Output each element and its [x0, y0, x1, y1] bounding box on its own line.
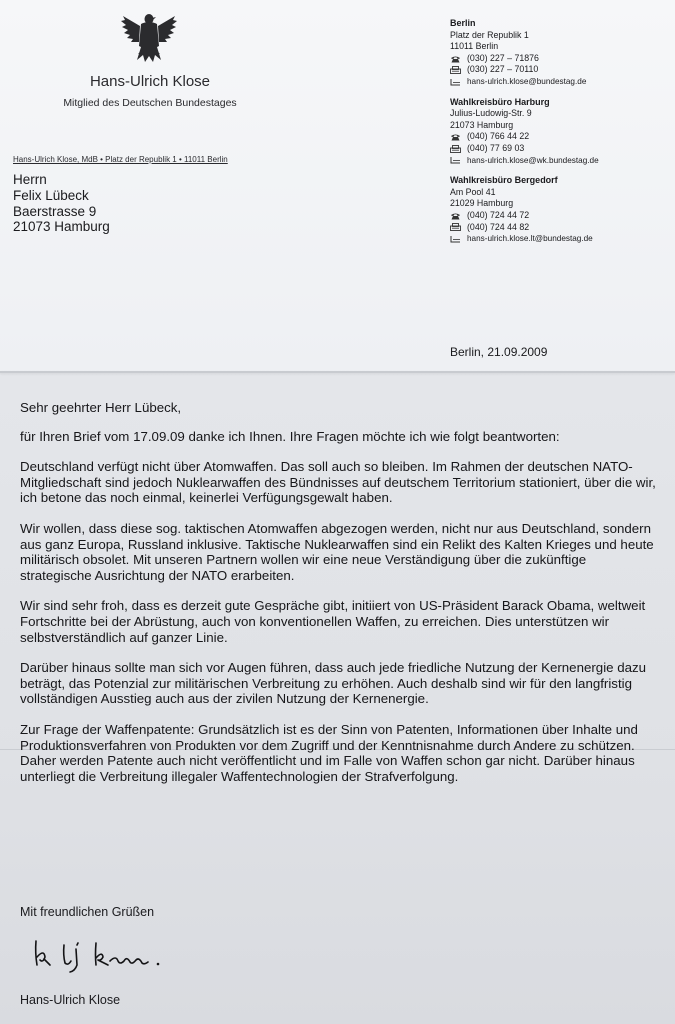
- office-phone-number: (040) 766 44 22: [467, 131, 530, 142]
- office-heading: Berlin: [450, 18, 476, 28]
- phone-icon: [450, 212, 461, 220]
- office-email-address: hans-ulrich.klose@wk.bundestag.de: [467, 155, 599, 165]
- office-fax-number: (030) 227 – 70110: [467, 64, 539, 75]
- letter-date: Berlin, 21.09.2009: [450, 345, 548, 359]
- paper-fold-line: [0, 371, 675, 373]
- office-block: [450, 18, 665, 88]
- recipient-address: [13, 172, 110, 235]
- recipient-name: Felix Lübeck: [13, 187, 89, 203]
- office-street: Am Pool 41: [450, 186, 496, 197]
- office-fax: [450, 143, 665, 155]
- email-icon: [450, 78, 461, 86]
- recipient-street: Baerstrasse 9: [13, 203, 97, 219]
- body-paragraph: Zur Frage der Waffenpatente: Grundsätzlich ist es der Sinn von Patenten, Informationen über Inhalte und Produktionsverfahren von Produkten vor dem Zugriff und der Kenntnisnahme durch Andere zu schützen. Daher werden Patente auch nicht veröffentlicht und im Falle von Waffen schon gar nicht. Darüber hinaus unterliegt die Verbreitung illegaler Waffentechnologien der Strafverfolgung.: [20, 721, 638, 784]
- office-phone-number: (030) 227 – 71876: [467, 52, 539, 63]
- body-paragraph: für Ihren Brief vom 17.09.09 danke ich Ihnen. Ihre Fragen möchte ich wie folgt beantworten:: [20, 428, 560, 444]
- email-icon: [450, 235, 461, 243]
- phone-icon: [450, 55, 461, 63]
- body-paragraph: Darüber hinaus sollte man sich vor Augen führen, dass auch jede friedliche Nutzung der Kernenergie dazu beträgt, das Potenzial zur militärischen Verbreitung zu erhöhen. Auch deshalb sind wir für den langfristig vollständigen Ausstieg auch aus der zivilen Nutzung der Kernenergie.: [20, 660, 647, 707]
- letter-body: [20, 400, 660, 799]
- fax-icon: [450, 145, 461, 153]
- office-email: [450, 76, 665, 88]
- email-icon: [450, 156, 461, 164]
- office-heading: Wahlkreisbüro Bergedorf: [450, 175, 558, 186]
- office-city: 21029 Hamburg: [450, 198, 514, 209]
- return-address-line: Hans-Ulrich Klose, MdB • Platz der Republik 1 • 11011 Berlin: [13, 155, 228, 164]
- office-street: Platz der Republik 1: [450, 29, 529, 40]
- recipient-salutation-line: Herrn: [13, 172, 47, 187]
- office-fax: [450, 64, 665, 76]
- fax-icon: [450, 223, 461, 231]
- office-email: [450, 233, 665, 245]
- signatory-name: Hans-Ulrich Klose: [20, 993, 121, 1007]
- fax-icon: [450, 66, 461, 74]
- office-block: [450, 97, 665, 167]
- office-phone: [450, 210, 665, 222]
- office-block: [450, 175, 665, 245]
- office-phone-number: (040) 724 44 72: [467, 209, 530, 220]
- sender-name: Hans-Ulrich Klose: [89, 73, 211, 90]
- handwritten-signature: [30, 935, 190, 975]
- office-email-address: hans-ulrich.klose.lt@bundestag.de: [467, 234, 593, 244]
- office-street: Julius-Ludowig-Str. 9: [450, 108, 532, 119]
- office-phone: [450, 131, 665, 143]
- sender-title: Mitglied des Deutschen Bundestages: [63, 97, 237, 109]
- office-fax-number: (040) 724 44 82: [467, 221, 530, 232]
- body-paragraph: Wir wollen, dass diese sog. taktischen Atomwaffen abgezogen werden, nicht nur aus Deutschland, sondern aus ganz Europa, Russland inklusive. Taktische Nuklearwaffen sind ein Relikt des Kalten Krieges und heute militärisch obsolet. Mit unseren Partnern wollen wir eine neue Verständigung über die zukünftige strategische Ausrichtung der NATO erarbeiten.: [20, 520, 654, 583]
- office-email: [450, 155, 665, 167]
- office-phone: [450, 53, 665, 65]
- body-paragraph: Deutschland verfügt nicht über Atomwaffen. Das soll auch so bleiben. Im Rahmen der deutschen NATO-Mitgliedschaft sind jedoch Nuklearwaffen des Bündnisses auf deutschem Territorium stationiert, über die wir, ich betone das noch einmal, keinerlei Verfügungsgewalt haben.: [20, 459, 656, 506]
- office-fax: [450, 222, 665, 234]
- office-email-address: hans-ulrich.klose@bundestag.de: [467, 76, 587, 86]
- body-paragraph: Wir sind sehr froh, dass es derzeit gute Gespräche gibt, initiiert von US-Präsident Barack Obama, weltweit Fortschritte bei der Abrüstung, auch von konventionellen Waffen, zu erreichen. Dies unterstützen wir selbstverständlich auf ganzer Linie.: [20, 598, 646, 645]
- office-contacts: [450, 18, 665, 254]
- recipient-city: 21073 Hamburg: [13, 219, 110, 235]
- office-heading: Wahlkreisbüro Harburg: [450, 96, 550, 107]
- closing-phrase: Mit freundlichen Grüßen: [20, 905, 155, 919]
- office-fax-number: (040) 77 69 03: [467, 142, 525, 153]
- phone-icon: [450, 133, 461, 141]
- office-city: 11011 Berlin: [450, 41, 499, 52]
- salutation: Sehr geehrter Herr Lübeck,: [20, 400, 182, 415]
- office-city: 21073 Hamburg: [450, 119, 514, 130]
- federal-eagle-icon: [119, 10, 179, 66]
